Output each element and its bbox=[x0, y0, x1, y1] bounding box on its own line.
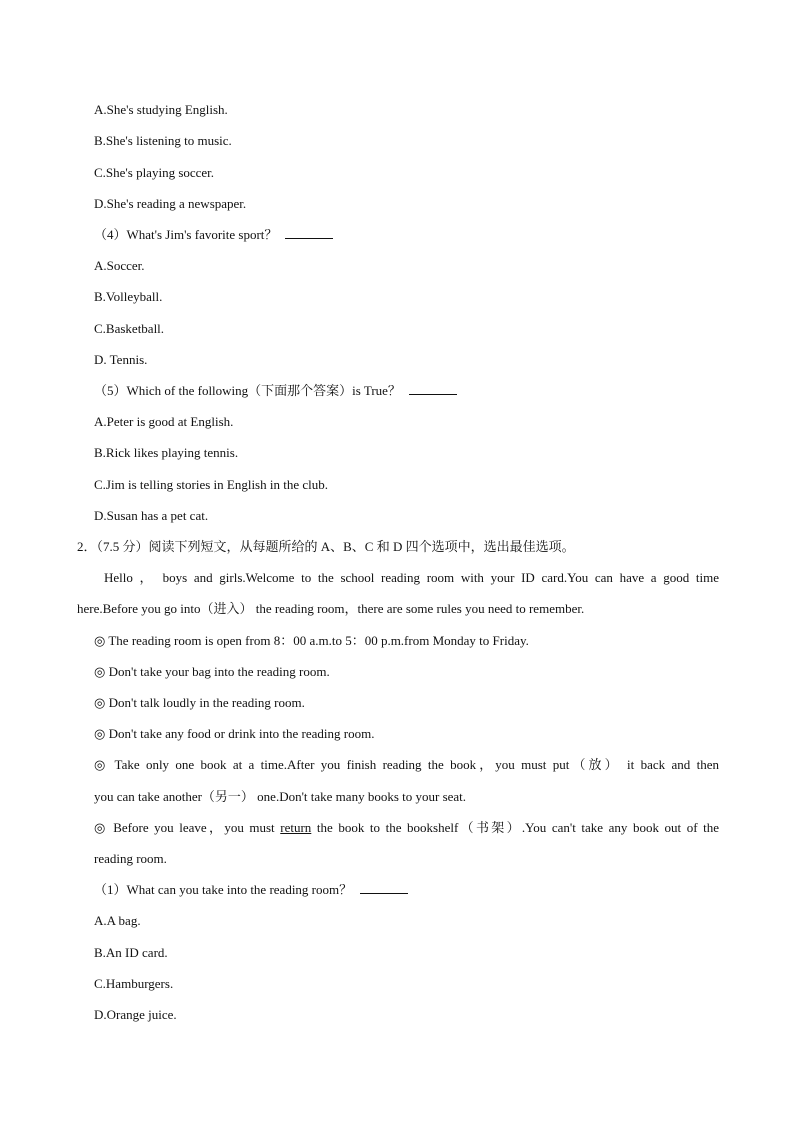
q5-option-d: D.Susan has a pet cat. bbox=[94, 508, 209, 523]
answer-blank bbox=[285, 228, 333, 239]
para1-line1: Hello ， boys and girls.Welcome to the school reading room with your ID card.You can have a good time bbox=[104, 570, 719, 585]
answer-blank bbox=[360, 883, 408, 894]
q4-stem-line bbox=[94, 227, 333, 243]
rule-2: ◎ Don't take your bag into the reading room. bbox=[94, 664, 330, 679]
rule-3: ◎ Don't talk loudly in the reading room. bbox=[94, 695, 305, 710]
q4-option-d: D. Tennis. bbox=[94, 352, 148, 367]
q5-stem-line bbox=[94, 383, 457, 399]
q1-option-a: A.A bag. bbox=[94, 913, 141, 928]
q3-option-b: B.She's listening to music. bbox=[94, 133, 232, 148]
q4-stem: （4）What's Jim's favorite sport？ bbox=[94, 227, 278, 242]
q3-option-c: C.She's playing soccer. bbox=[94, 165, 215, 180]
rule-5-line2: you can take another（另一） one.Don't take many books to your seat. bbox=[94, 789, 467, 804]
q5-stem: （5）Which of the following（下面那个答案）is True？ bbox=[94, 383, 401, 398]
answer-blank bbox=[409, 384, 457, 395]
q1-option-b: B.An ID card. bbox=[94, 945, 168, 960]
q3-option-a: A.She's studying English. bbox=[94, 102, 228, 117]
q4-option-a: A.Soccer. bbox=[94, 258, 145, 273]
rule-4: ◎ Don't take any food or drink into the reading room. bbox=[94, 726, 375, 741]
q5-option-a: A.Peter is good at English. bbox=[94, 414, 234, 429]
section2-heading: 2．（7.5 分）阅读下列短文，从每题所给的 A、B、C 和 D 四个选项中，选出最佳选项。 bbox=[77, 539, 575, 554]
q5-option-c: C.Jim is telling stories in English in the club. bbox=[94, 477, 328, 492]
q5-option-b: B.Rick likes playing tennis. bbox=[94, 445, 239, 460]
q1-option-d: D.Orange juice. bbox=[94, 1007, 177, 1022]
q1-stem-line bbox=[94, 882, 408, 898]
para1-line2: here.Before you go into（进入） the reading room，there are some rules you need to remember. bbox=[77, 601, 585, 616]
q4-option-b: B.Volleyball. bbox=[94, 289, 163, 304]
rule-6-text-b: the book to the bookshelf（书架）.You can't take any book out of the bbox=[311, 820, 719, 835]
rule-6-line2: reading room. bbox=[94, 851, 167, 866]
q1-option-c: C.Hamburgers. bbox=[94, 976, 174, 991]
rule-1: ◎ The reading room is open from 8：00 a.m.to 5：00 p.m.from Monday to Friday. bbox=[94, 633, 529, 648]
q3-option-d: D.She's reading a newspaper. bbox=[94, 196, 247, 211]
q4-option-c: C.Basketball. bbox=[94, 321, 165, 336]
rule-6-text-a: ◎ Before you leave，you must bbox=[94, 820, 281, 835]
rule-6-line1 bbox=[94, 820, 719, 836]
q1-stem: （1）What can you take into the reading room？ bbox=[94, 882, 353, 897]
rule-5-line1: ◎ Take only one book at a time.After you finish reading the book，you must put（放） it back and then bbox=[94, 757, 719, 772]
underlined-word: return bbox=[280, 820, 312, 835]
